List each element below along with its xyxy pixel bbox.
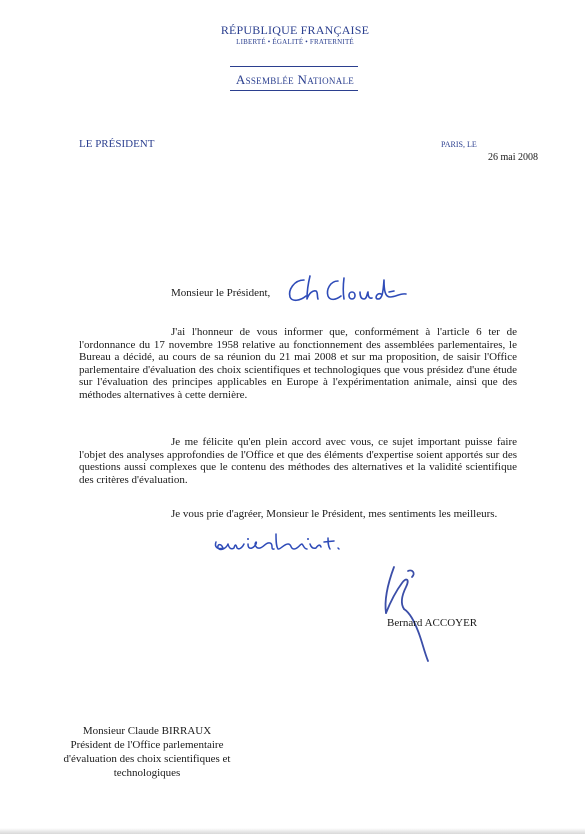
salutation: Monsieur le Président, [171, 287, 271, 299]
handwritten-closing [212, 530, 372, 561]
republic-title: RÉPUBLIQUE FRANÇAISE [220, 23, 370, 37]
signer-name: Bernard ACCOYER [387, 617, 478, 629]
paragraph-2: Je me félicite qu'en plein accord avec vous, ce sujet important puisse faire l'objet des analyses approfondies de l'Office et que des éléments d'expertise soient apportés sur des questions aussi complexes que le contenu des méthodes des alternatives et la validité scientifique des critères d'évaluation. [79, 436, 517, 486]
recipient-line-4: technologiques [113, 767, 181, 779]
paragraph-3: Je vous prie d'agréer, Monsieur le Président, mes sentiments les meilleurs. [171, 508, 498, 520]
recipient-address [28, 724, 266, 780]
page-edge [0, 828, 585, 834]
recipient-line-3: d'évaluation des choix scientifiques et [63, 753, 231, 765]
institution-name: Assemblée Nationale [235, 72, 355, 87]
letter-date: 26 mai 2008 [488, 152, 538, 163]
place-label: PARIS, LE [441, 140, 477, 149]
paragraph-1: J'ai l'honneur de vous informer que, conformément à l'article 6 ter de l'ordonnance du 17 novembre 1958 relative au fonctionnement des assemblées parlementaires, le Bureau a décidé, au cours de sa réunion du 21 mai 2008 et sur ma proposition, de saisir l'Office parlementaire d'évaluation des choix scientifiques et technologiques que vous présidez d'une étude sur l'évaluation des principes applicables en Europe à l'expérimentation animale, ainsi que des méthodes alternatives à cette dernière. [79, 326, 517, 401]
handwritten-salutation [286, 272, 416, 311]
sender-title: LE PRÉSIDENT [79, 138, 155, 150]
letterhead-rule-top [230, 66, 358, 67]
letterhead [200, 24, 390, 47]
republic-motto: LIBERTÉ • ÉGALITÉ • FRATERNITÉ [236, 38, 354, 46]
recipient-line-2: Président de l'Office parlementaire [70, 739, 224, 751]
recipient-line-1: Monsieur Claude BIRRAUX [82, 725, 212, 737]
letterhead-rule-bottom [230, 90, 358, 91]
